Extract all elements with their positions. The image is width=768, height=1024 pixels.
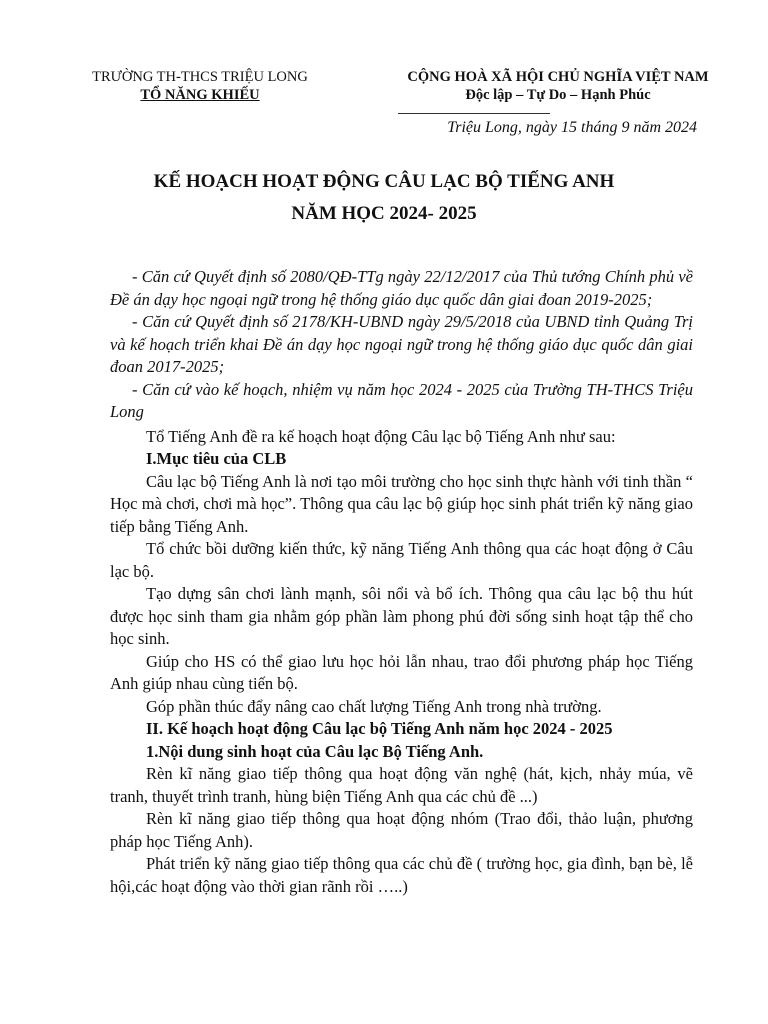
department-name: TỔ NĂNG KHIẾU [140,87,260,103]
document-title: KẾ HOẠCH HOẠT ĐỘNG CÂU LẠC BỘ TIẾNG ANH [153,171,615,192]
paragraph: Góp phần thúc đẩy nâng cao chất lượng Tiếng Anh trong nhà trường. [146,696,602,716]
basis-item: - Căn cứ vào kế hoạch, nhiệm vụ năm học 2024 - 2025 của Trường TH-THCS Triệu Long [110,379,693,421]
school-name: TRƯỜNG TH-THCS TRIỆU LONG [92,69,308,85]
nation-name: CỘNG HOÀ XÃ HỘI CHỦ NGHĨA VIỆT NAM [407,69,709,85]
paragraph: Câu lạc bộ Tiếng Anh là nơi tạo môi trường cho học sinh thực hành với tinh thần “ Học mà chơi, chơi mà học”. Thông qua câu lạc bộ giúp học sinh phát triển kỹ năng giao tiếp bằng Tiếng Anh. [110,471,693,536]
intro-paragraph: Tổ Tiếng Anh đề ra kế hoạch hoạt động Câu lạc bộ Tiếng Anh như sau: [146,426,616,446]
paragraph: Phát triển kỹ năng giao tiếp thông qua các chủ đề ( trường học, gia đình, bạn bè, lễ hội,các hoạt động vào thời gian rãnh rồi …..) [110,854,693,896]
school-header [60,68,340,104]
document-body [110,266,693,898]
paragraph: Tổ chức bồi dưỡng kiến thức, kỹ năng Tiếng Anh thông qua các hoạt động ở Câu lạc bộ. [110,539,693,581]
paragraph: Tạo dựng sân chơi lành mạnh, sôi nổi và bổ ích. Thông qua câu lạc bộ thu hút được học sinh tham gia nhằm góp phần làm phong phú đời sống sinh hoạt tập thể cho học sinh. [110,584,693,648]
basis-item: - Căn cứ Quyết định số 2178/KH-UBND ngày 29/5/2018 của UBND tỉnh Quảng Trị và kế hoạch triển khai Đề án dạy học ngoại ngữ trong hệ thống giáo dục quốc dân giai đoan 2017-2025; [110,312,693,376]
document-subtitle: NĂM HỌC 2024- 2025 [291,203,477,224]
header-divider [398,113,550,114]
paragraph: Rèn kĩ năng giao tiếp thông qua hoạt động nhóm (Trao đổi, thảo luận, phương pháp học Tiếng Anh). [110,809,693,851]
basis-item: - Căn cứ Quyết định số 2080/QĐ-TTg ngày 22/12/2017 của Thủ tướng Chính phủ về Đề án dạy học ngoại ngữ trong hệ thống giáo dục quốc dân giai đoan 2019-2025; [110,267,693,309]
national-header [388,68,728,104]
paragraph: Rèn kĩ năng giao tiếp thông qua hoạt động văn nghệ (hát, kịch, nhảy múa, vẽ tranh, thuyết trình tranh, hùng biện Tiếng Anh qua các chủ đề ...) [110,764,693,806]
section-heading: II. Kế hoạch hoạt động Câu lạc bộ Tiếng Anh năm học 2024 - 2025 [146,719,613,738]
subsection-heading: 1.Nội dung sinh hoạt của Câu lạc Bộ Tiếng Anh. [146,741,484,761]
document-date: Triệu Long, ngày 15 tháng 9 năm 2024 [447,119,697,136]
section-heading: I.Mục tiêu của CLB [146,449,287,468]
paragraph: Giúp cho HS có thể giao lưu học hỏi lẫn nhau, trao đổi phương pháp học Tiếng Anh giúp nhau cùng tiến bộ. [110,651,693,693]
national-motto: Độc lập – Tự Do – Hạnh Phúc [465,87,651,103]
